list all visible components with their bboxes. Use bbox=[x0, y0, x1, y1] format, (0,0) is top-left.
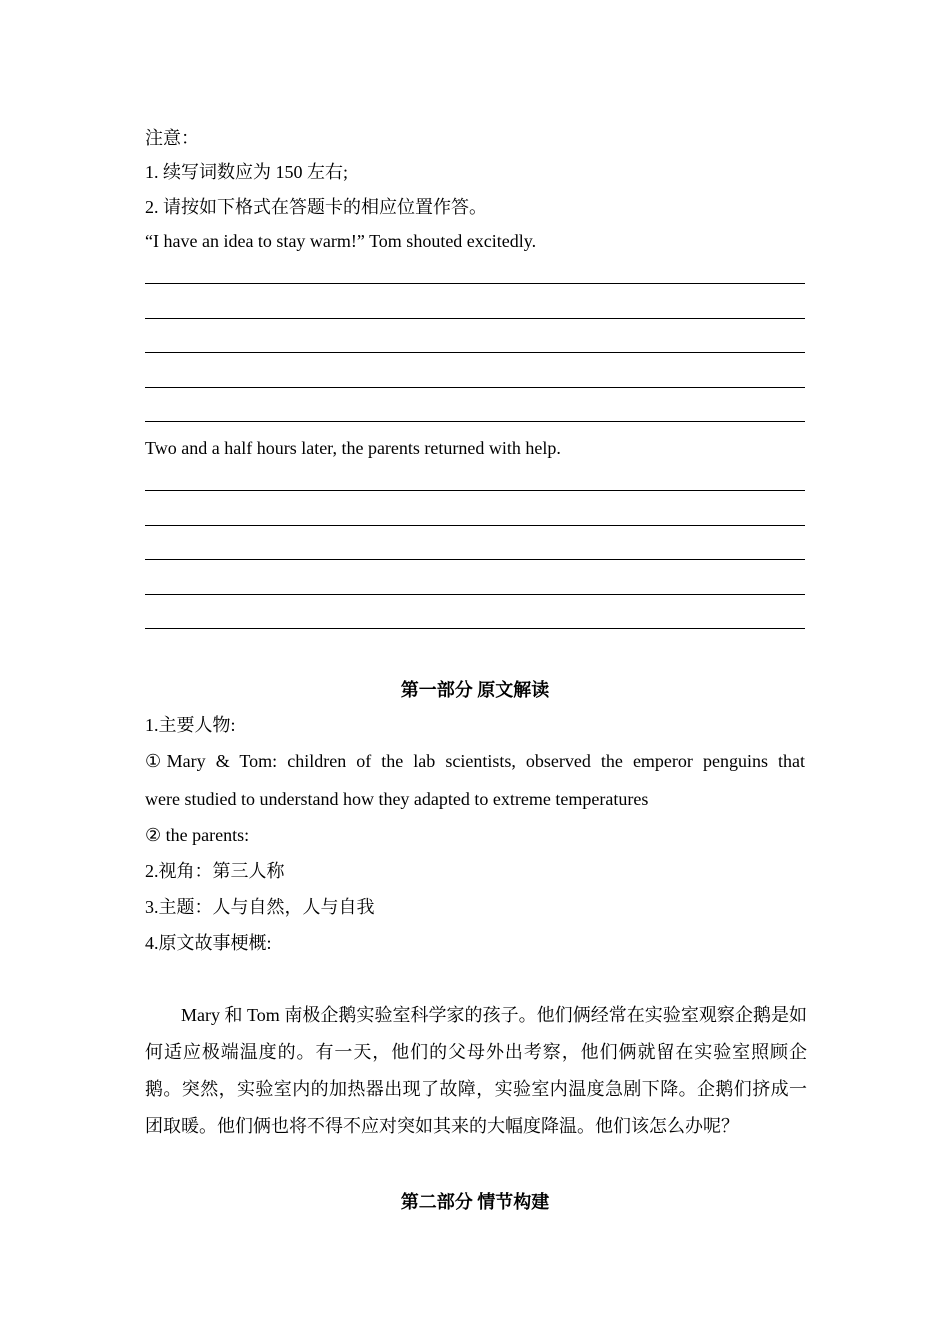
story-summary bbox=[145, 997, 807, 1145]
character-1-line-1: ①Mary & Tom: children of the lab scientists, observed the emperor penguins that bbox=[145, 751, 805, 771]
part1-title: 第一部分 原文解读 bbox=[400, 680, 550, 700]
character-1-line-2: were studied to understand how they adapted to extreme temperatures bbox=[145, 789, 649, 809]
answer-line bbox=[145, 421, 805, 422]
characters-heading: 1.主要人物: bbox=[145, 715, 236, 735]
instruction-item-2: 2. 请按如下格式在答题卡的相应位置作答。 bbox=[145, 197, 487, 217]
story-summary-text: Mary 和 Tom 南极企鹅实验室科学家的孩子。他们俩经常在实验室观察企鹅是如何适应极端温度的。有一天，他们的父母外出考察，他们俩就留在实验室照顾企鹅。突然，实验室内的加热器出现了故障，实验室内温度急剧下降。企鹅们挤成一团取暖。他们俩也将不得不应对突如其来的大幅度降温。他们该怎么办呢？ bbox=[145, 1005, 807, 1136]
theme: 3.主题：人与自然，人与自我 bbox=[145, 897, 375, 917]
instruction-item-1: 1. 续写词数应为 150 左右; bbox=[145, 162, 349, 182]
answer-line bbox=[145, 352, 805, 353]
answer-line bbox=[145, 490, 805, 491]
continuation-prompt-1: “I have an idea to stay warm!” Tom shouted excitedly. bbox=[145, 231, 537, 251]
character-2: ② the parents: bbox=[145, 825, 250, 845]
continuation-prompt-2: Two and a half hours later, the parents returned with help. bbox=[145, 438, 561, 458]
perspective: 2.视角：第三人称 bbox=[145, 861, 285, 881]
answer-line bbox=[145, 387, 805, 388]
instructions-heading: 注意： bbox=[145, 128, 199, 148]
answer-line bbox=[145, 525, 805, 526]
answer-line bbox=[145, 559, 805, 560]
answer-line bbox=[145, 594, 805, 595]
answer-line bbox=[145, 318, 805, 319]
part2-title: 第二部分 情节构建 bbox=[400, 1192, 550, 1212]
answer-line bbox=[145, 283, 805, 284]
summary-heading: 4.原文故事梗概: bbox=[145, 933, 272, 953]
answer-line bbox=[145, 628, 805, 629]
